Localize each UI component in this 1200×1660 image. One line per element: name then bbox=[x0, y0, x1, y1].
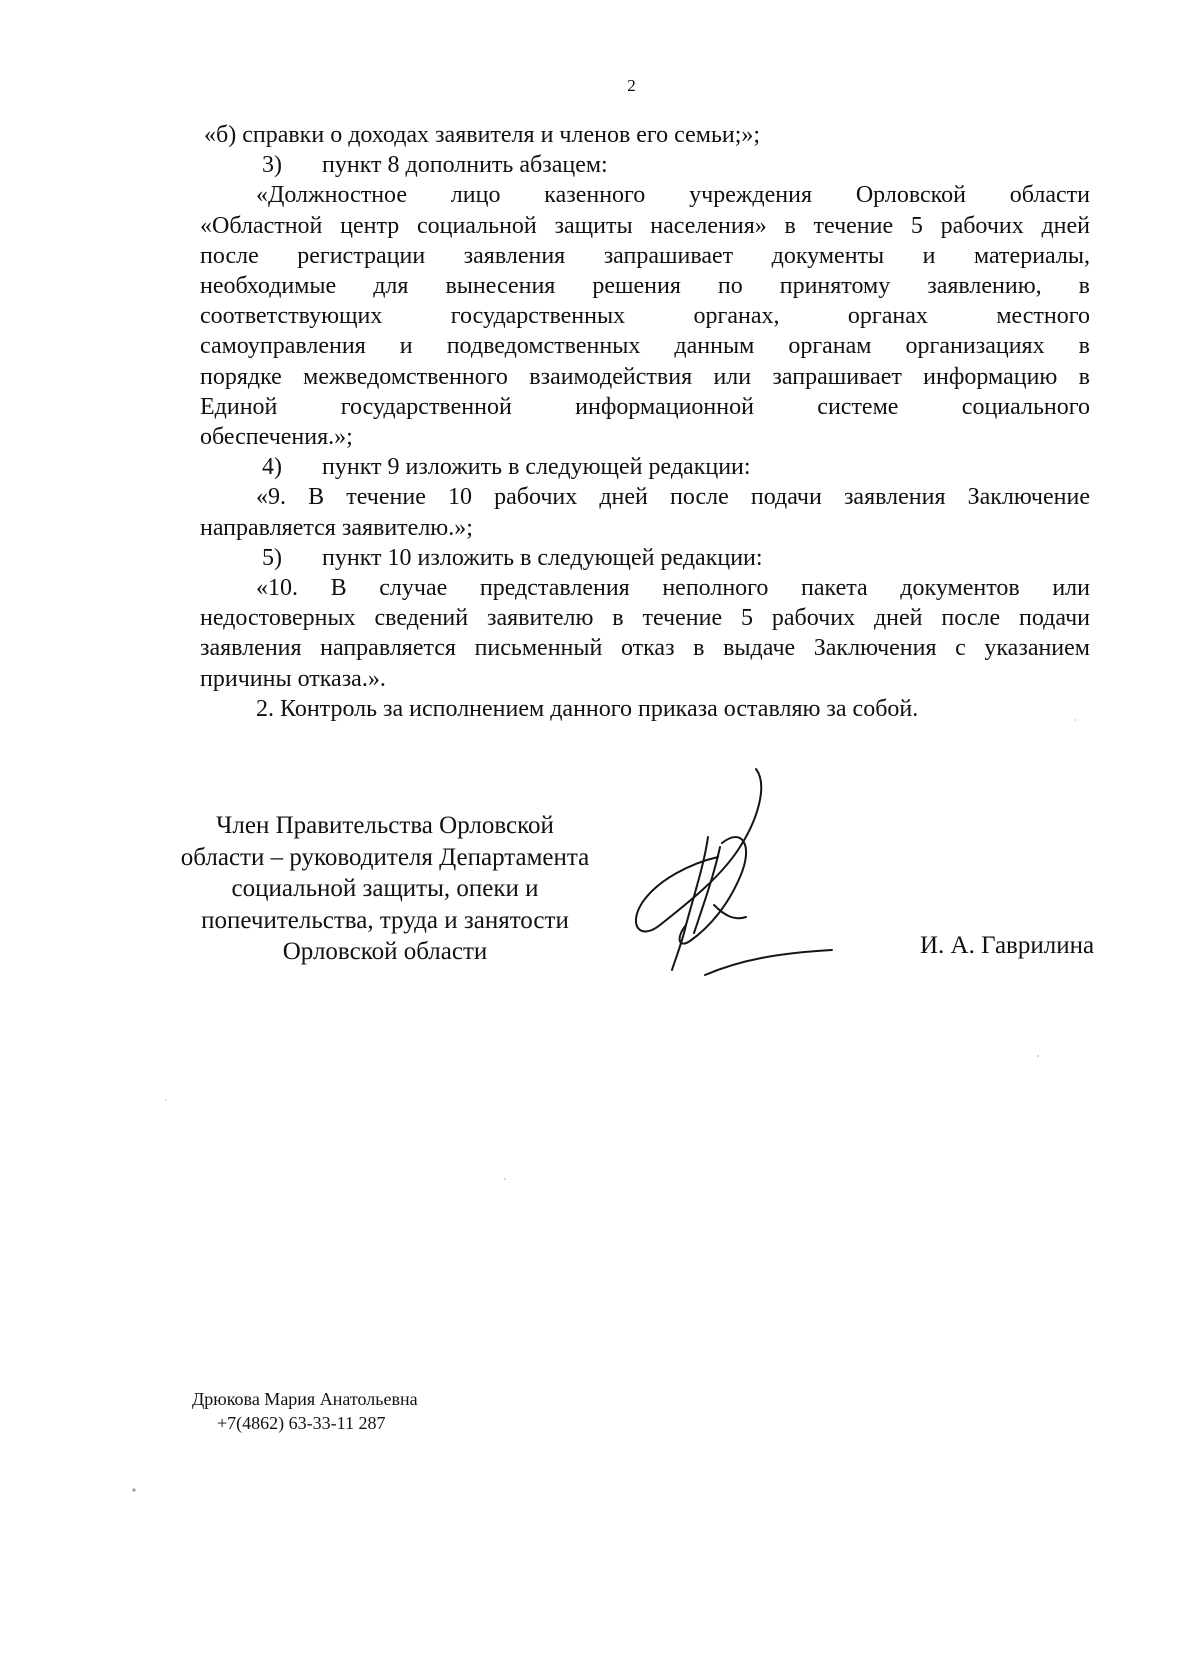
list-number: 4) bbox=[262, 454, 282, 481]
list-item-4 bbox=[200, 452, 1090, 482]
body-line: Единой государственной информационной системе социального bbox=[200, 393, 1090, 420]
document-body bbox=[200, 120, 1090, 724]
list-number: 3) bbox=[262, 152, 282, 179]
body-line: «10. В случае представления неполного пакета документов или bbox=[256, 575, 1090, 602]
body-line: недостоверных сведений заявителю в течение 5 рабочих дней после подачи bbox=[200, 605, 1090, 632]
signatory-title bbox=[160, 810, 610, 968]
list-item-3 bbox=[200, 150, 1090, 180]
body-line: «Областной центр социальной защиты населения» в течение 5 рабочих дней bbox=[200, 212, 1090, 239]
signatory-title-line: социальной защиты, опеки и bbox=[231, 875, 539, 902]
body-line: 2. Контроль за исполнением данного приказа оставляю за собой. bbox=[256, 695, 919, 722]
list-item-text: пункт 10 изложить в следующей редакции: bbox=[322, 544, 763, 571]
body-line: после регистрации заявления запрашивает документы и материалы, bbox=[200, 242, 1090, 269]
page-number: 2 bbox=[627, 76, 636, 95]
body-line: порядке межведомственного взаимодействия или запрашивает информацию в bbox=[200, 363, 1090, 390]
body-line: необходимые для вынесения решения по принятому заявлению, в bbox=[200, 273, 1090, 300]
list-number: 5) bbox=[262, 544, 282, 571]
body-line: «9. В течение 10 рабочих дней после подачи заявления Заключение bbox=[256, 484, 1090, 511]
body-line: заявления направляется письменный отказ в выдаче Заключения с указанием bbox=[200, 635, 1090, 662]
body-line: причины отказа.». bbox=[200, 665, 386, 692]
body-line: «б) справки о доходах заявителя и членов его семьи;»; bbox=[204, 122, 761, 148]
list-item-5 bbox=[200, 543, 1090, 573]
executor-contact bbox=[192, 1387, 418, 1435]
body-line: направляется заявителю.»; bbox=[200, 514, 473, 541]
signatory-title-line: попечительства, труда и занятости bbox=[201, 906, 569, 934]
body-line: обеспечения.»; bbox=[200, 424, 353, 451]
list-item-text: пункт 9 изложить в следующей редакции: bbox=[322, 454, 751, 481]
body-line: соответствующих государственных органах, органах местного bbox=[200, 303, 1090, 330]
executor-phone: +7(4862) 63-33-11 287 bbox=[217, 1413, 386, 1433]
body-line: самоуправления и подведомственных данным органам организациях в bbox=[200, 333, 1090, 360]
signatory-title-line: Орловской области bbox=[282, 938, 488, 965]
list-item-text: пункт 8 дополнить абзацем: bbox=[322, 152, 608, 179]
signatory-title-line: области – руководителя Департамента bbox=[180, 843, 590, 871]
signatory-title-line: Член Правительства Орловской bbox=[216, 812, 554, 839]
signer-name: И. А. Гаврилина bbox=[920, 932, 1095, 959]
executor-name: Дрюкова Мария Анатольевна bbox=[192, 1389, 418, 1409]
body-line: «Должностное лицо казенного учреждения Орловской области bbox=[256, 182, 1090, 209]
handwritten-signature bbox=[630, 765, 860, 995]
